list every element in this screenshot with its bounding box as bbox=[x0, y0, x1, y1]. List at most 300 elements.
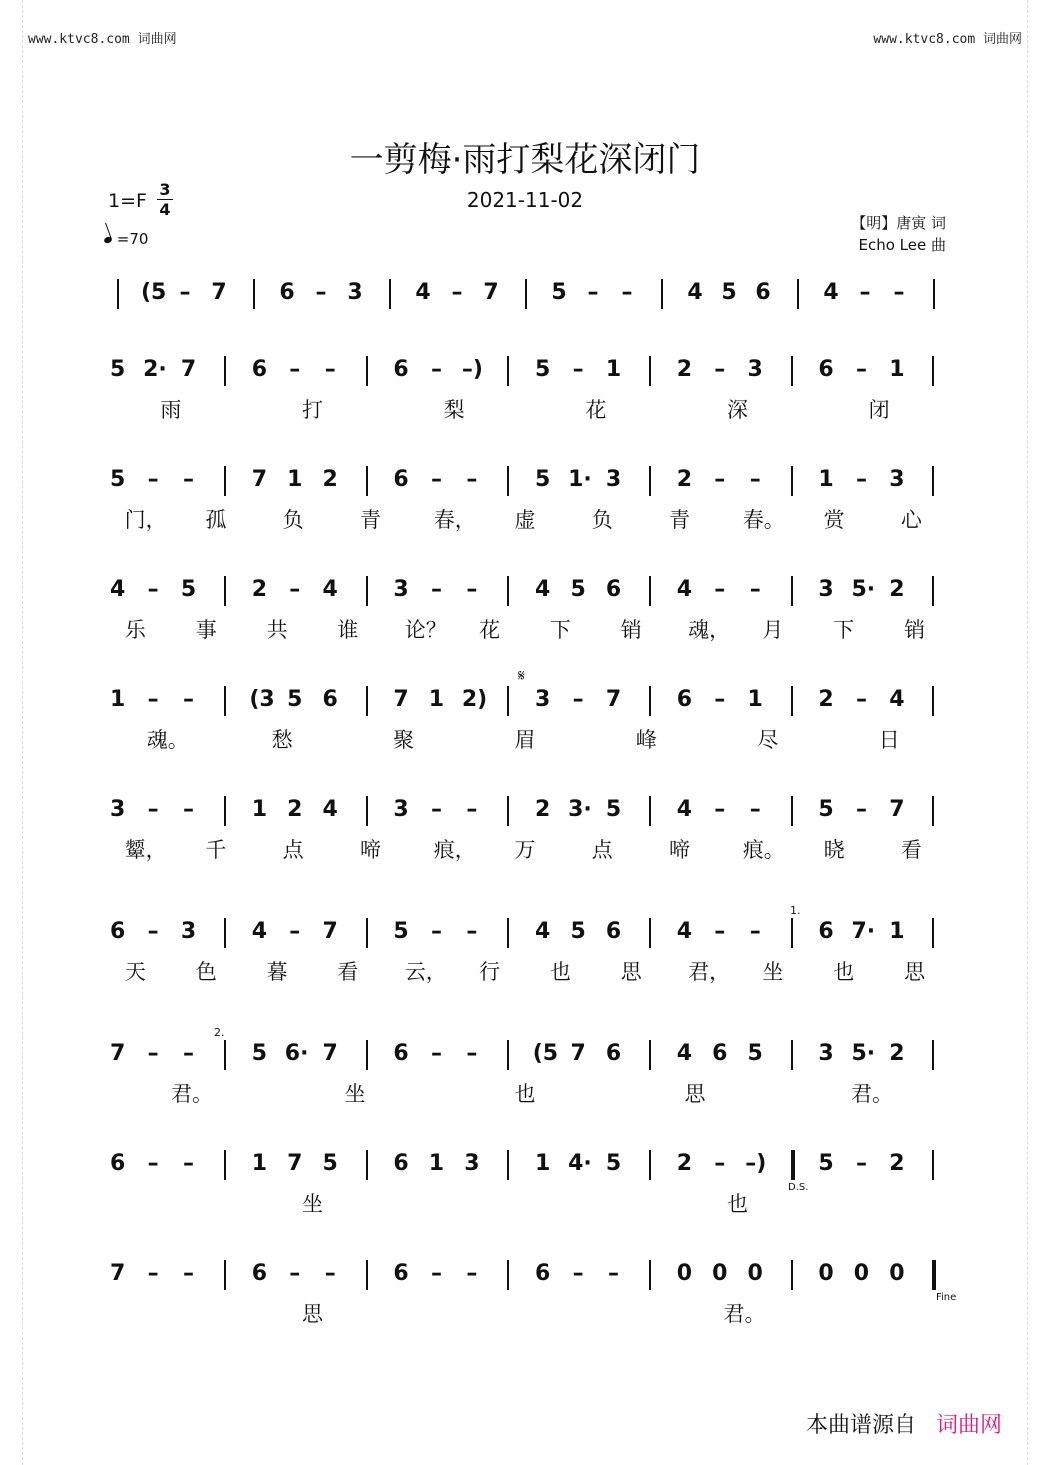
lyric-char: 色 bbox=[195, 960, 217, 984]
barline bbox=[224, 918, 226, 948]
note: (5 bbox=[141, 280, 167, 305]
note: – bbox=[183, 687, 195, 712]
note: 1 bbox=[251, 1151, 268, 1176]
time-signature-bottom: 4 bbox=[159, 200, 171, 219]
note-row bbox=[0, 1261, 1050, 1291]
note: 0 bbox=[889, 1261, 905, 1286]
lyric-char: 眉 bbox=[514, 728, 536, 752]
note: – bbox=[430, 1041, 442, 1066]
note: – bbox=[289, 577, 301, 602]
barline bbox=[791, 576, 793, 606]
note: 5 bbox=[535, 357, 551, 382]
note: 5· bbox=[851, 577, 876, 602]
note: – bbox=[324, 1261, 336, 1286]
barline bbox=[366, 918, 368, 948]
note: 0 bbox=[712, 1261, 728, 1286]
note-row bbox=[0, 687, 1050, 717]
barline bbox=[366, 1040, 368, 1070]
lyric-char: 雨 bbox=[160, 398, 182, 422]
barline bbox=[649, 686, 651, 716]
barline bbox=[366, 356, 368, 386]
note: 1 bbox=[287, 467, 303, 492]
note: – bbox=[855, 797, 867, 822]
note: 0 bbox=[853, 1261, 870, 1286]
note: 7 bbox=[322, 1041, 338, 1066]
note: – bbox=[749, 797, 761, 822]
note: 5· bbox=[851, 1041, 876, 1066]
barline bbox=[649, 466, 651, 496]
score-line bbox=[0, 1151, 1050, 1241]
lyric-char: 行 bbox=[479, 960, 501, 984]
barline bbox=[932, 918, 934, 948]
note: 6 bbox=[322, 687, 338, 712]
lyric-char: 啼 bbox=[669, 838, 691, 862]
note: – bbox=[183, 1151, 195, 1176]
note: – bbox=[572, 687, 584, 712]
barline bbox=[224, 1040, 226, 1070]
score-line bbox=[0, 687, 1050, 777]
fine-marking: Fine bbox=[936, 1292, 957, 1303]
note: 1 bbox=[889, 919, 905, 944]
note: 6 bbox=[393, 467, 409, 492]
lyric-char: 君。 bbox=[851, 1082, 893, 1106]
barline bbox=[224, 686, 226, 716]
note: 7 bbox=[570, 1041, 586, 1066]
segno-sign: 𝄋 bbox=[518, 666, 525, 685]
note: 3 bbox=[464, 1151, 480, 1176]
score-line bbox=[0, 577, 1050, 667]
barline bbox=[507, 796, 509, 826]
lyric-char: 点 bbox=[282, 838, 304, 862]
note: 4 bbox=[823, 280, 839, 305]
note: (3 bbox=[249, 687, 275, 712]
barline bbox=[366, 576, 368, 606]
note: 4 bbox=[535, 577, 551, 602]
note: – bbox=[855, 467, 867, 492]
note: 7 bbox=[483, 280, 499, 305]
barline bbox=[366, 1150, 368, 1180]
note: 2· bbox=[143, 357, 167, 382]
lyric-char: 日 bbox=[878, 728, 900, 752]
note: – bbox=[430, 467, 442, 492]
lyric-char: 事 bbox=[195, 618, 217, 642]
note-row bbox=[0, 797, 1050, 827]
tempo-marking bbox=[104, 230, 148, 248]
note: – bbox=[430, 1261, 442, 1286]
note: 1 bbox=[818, 467, 834, 492]
note: 5 bbox=[393, 919, 409, 944]
lyric-char: 万 bbox=[514, 838, 536, 862]
note-row bbox=[0, 1151, 1050, 1181]
barline bbox=[649, 1040, 651, 1070]
note: 1 bbox=[251, 797, 268, 822]
note: 7 bbox=[605, 687, 622, 712]
barline bbox=[791, 356, 793, 386]
note: 7· bbox=[851, 919, 876, 944]
note: – bbox=[714, 357, 726, 382]
note: 1 bbox=[747, 687, 763, 712]
song-title: 一剪梅·雨打梨花深闭门 bbox=[349, 140, 701, 180]
note: – bbox=[749, 919, 761, 944]
lyric-char: 尽 bbox=[757, 728, 779, 752]
note: – bbox=[855, 687, 867, 712]
note: 4 bbox=[676, 919, 693, 944]
note: 2 bbox=[889, 1041, 905, 1066]
note: 4 bbox=[676, 797, 693, 822]
note: 7 bbox=[211, 280, 227, 305]
note: – bbox=[608, 1261, 620, 1286]
note: 5 bbox=[110, 467, 126, 492]
note: – bbox=[749, 577, 761, 602]
note: 6 bbox=[605, 1041, 622, 1066]
barline bbox=[117, 279, 119, 309]
score-line bbox=[0, 1041, 1050, 1131]
note: 2) bbox=[461, 687, 488, 712]
note: 3 bbox=[110, 797, 126, 822]
note: 6 bbox=[110, 1151, 126, 1176]
lyric-char: 下 bbox=[833, 618, 855, 642]
note: 2 bbox=[676, 357, 693, 382]
lyric-char: 坐 bbox=[302, 1192, 323, 1216]
note: 4 bbox=[322, 577, 338, 602]
ds-marking: D.S. bbox=[788, 1182, 809, 1193]
barline bbox=[932, 796, 934, 826]
barline bbox=[661, 279, 663, 309]
lyric-char: 云， bbox=[404, 960, 447, 984]
note: – bbox=[451, 280, 463, 305]
note: 3 bbox=[347, 280, 363, 305]
lyric-char: 魂。 bbox=[146, 728, 189, 752]
note: – bbox=[714, 577, 726, 602]
score-line bbox=[0, 1261, 1050, 1351]
note: – bbox=[179, 280, 191, 305]
note: 2 bbox=[889, 1151, 905, 1176]
note: 3 bbox=[393, 577, 409, 602]
barline bbox=[649, 1260, 651, 1290]
note: – bbox=[855, 1151, 867, 1176]
note: 6 bbox=[251, 357, 268, 382]
lyric-char: 下 bbox=[549, 618, 571, 642]
note: 3 bbox=[747, 357, 763, 382]
note: 5 bbox=[251, 1041, 268, 1066]
score-line bbox=[0, 467, 1050, 557]
barline bbox=[932, 686, 934, 716]
note: (5 bbox=[532, 1041, 559, 1066]
lyric-char: 痕， bbox=[433, 838, 476, 862]
lyric-char: 也 bbox=[514, 1082, 536, 1106]
lyric-char: 打 bbox=[302, 398, 323, 422]
note: 6 bbox=[755, 280, 771, 305]
note: 6 bbox=[818, 919, 834, 944]
note: – bbox=[466, 919, 478, 944]
volta-1-label: 1. bbox=[790, 904, 801, 917]
note: – bbox=[466, 577, 478, 602]
watermark-right: www.ktvc8.com 词曲网 bbox=[873, 32, 1022, 47]
note: 7 bbox=[110, 1041, 126, 1066]
note: 0 bbox=[747, 1261, 763, 1286]
note: – bbox=[466, 797, 478, 822]
note: – bbox=[621, 280, 633, 305]
lyric-char: 峰 bbox=[635, 728, 657, 752]
barline bbox=[507, 466, 509, 496]
note: 2 bbox=[535, 797, 551, 822]
note: 5 bbox=[570, 577, 586, 602]
note: 1 bbox=[889, 357, 905, 382]
note: 0 bbox=[676, 1261, 693, 1286]
note: – bbox=[147, 1041, 159, 1066]
note: – bbox=[147, 1151, 159, 1176]
note: 2 bbox=[818, 687, 834, 712]
note: 6 bbox=[393, 357, 409, 382]
barline bbox=[525, 279, 527, 309]
note: 7 bbox=[287, 1151, 303, 1176]
lyric-char: 心 bbox=[900, 508, 922, 532]
note-row bbox=[0, 357, 1050, 387]
note: –) bbox=[745, 1151, 767, 1176]
note: 5 bbox=[180, 577, 197, 602]
lyric-char: 青 bbox=[359, 508, 381, 532]
note: – bbox=[324, 357, 336, 382]
note: 3 bbox=[818, 577, 834, 602]
lyric-char: 也 bbox=[727, 1192, 748, 1216]
barline bbox=[366, 686, 368, 716]
note: – bbox=[430, 919, 442, 944]
note: 4· bbox=[568, 1151, 592, 1176]
lyric-char: 君， bbox=[688, 960, 731, 984]
lyric-char: 销 bbox=[620, 618, 642, 642]
note: – bbox=[714, 467, 726, 492]
note: 0 bbox=[818, 1261, 834, 1286]
note: – bbox=[859, 280, 871, 305]
note: 7 bbox=[393, 687, 409, 712]
barline bbox=[224, 1150, 226, 1180]
composer-credit: Echo Lee 曲 bbox=[858, 236, 946, 254]
barline bbox=[366, 466, 368, 496]
barline bbox=[791, 918, 793, 948]
note: 6 bbox=[676, 687, 693, 712]
barline bbox=[932, 466, 934, 496]
note: – bbox=[147, 797, 159, 822]
note: 6· bbox=[284, 1041, 309, 1066]
lyric-char: 深 bbox=[727, 398, 748, 422]
note: – bbox=[183, 467, 195, 492]
barline bbox=[932, 576, 934, 606]
barline bbox=[649, 356, 651, 386]
lyric-char: 负 bbox=[282, 508, 304, 532]
note: 5 bbox=[721, 280, 737, 305]
note: 6 bbox=[712, 1041, 728, 1066]
score-line bbox=[0, 357, 1050, 447]
lyric-char: 花 bbox=[585, 398, 607, 422]
lyric-char: 也 bbox=[833, 960, 855, 984]
note-row bbox=[0, 919, 1050, 949]
note: 6 bbox=[605, 919, 622, 944]
note: 4 bbox=[676, 577, 693, 602]
note: 6 bbox=[110, 919, 126, 944]
note: 1· bbox=[568, 467, 592, 492]
barline bbox=[649, 796, 651, 826]
note: 6 bbox=[393, 1041, 409, 1066]
note: 4 bbox=[889, 687, 905, 712]
barline bbox=[649, 1150, 651, 1180]
barline bbox=[932, 1040, 934, 1070]
note: 3 bbox=[393, 797, 409, 822]
barline bbox=[507, 1150, 509, 1180]
key-signature: 1=F bbox=[108, 190, 147, 212]
note: – bbox=[289, 1261, 301, 1286]
lyric-char: 思 bbox=[904, 960, 926, 984]
note: – bbox=[315, 280, 327, 305]
note-row bbox=[0, 577, 1050, 607]
note: 6 bbox=[605, 577, 622, 602]
note: – bbox=[466, 467, 478, 492]
barline bbox=[932, 356, 934, 386]
lyric-char: 看 bbox=[337, 960, 359, 984]
note: 7 bbox=[251, 467, 268, 492]
note: – bbox=[147, 577, 159, 602]
note: – bbox=[147, 919, 159, 944]
note: 3 bbox=[180, 919, 197, 944]
note: 4 bbox=[322, 797, 338, 822]
note: 5 bbox=[570, 919, 586, 944]
note: – bbox=[147, 467, 159, 492]
footer-source-text: 本曲谱源自 bbox=[805, 1413, 916, 1438]
lyric-char: 孤 bbox=[205, 508, 227, 532]
barline bbox=[791, 1040, 793, 1070]
barline bbox=[366, 796, 368, 826]
tempo-value: =70 bbox=[116, 230, 149, 248]
note: 4 bbox=[535, 919, 551, 944]
lyric-char: 千 bbox=[205, 838, 227, 862]
lyric-char: 天 bbox=[124, 960, 146, 984]
time-signature-top: 3 bbox=[159, 180, 171, 199]
note: 3 bbox=[818, 1041, 834, 1066]
barline bbox=[507, 918, 509, 948]
note: 6 bbox=[535, 1261, 551, 1286]
barline bbox=[507, 1260, 509, 1290]
note: 5 bbox=[287, 687, 303, 712]
lyric-char: 点 bbox=[591, 838, 613, 862]
note: – bbox=[714, 797, 726, 822]
note: 6 bbox=[393, 1151, 409, 1176]
note: 7 bbox=[180, 357, 197, 382]
note: 5 bbox=[322, 1151, 338, 1176]
barline bbox=[649, 576, 651, 606]
lyric-char: 坐 bbox=[762, 960, 784, 984]
note: 7 bbox=[889, 797, 905, 822]
lyric-char: 共 bbox=[266, 618, 288, 642]
note: 1 bbox=[428, 1151, 445, 1176]
note: 1 bbox=[605, 357, 622, 382]
note: – bbox=[714, 687, 726, 712]
note: 1 bbox=[110, 687, 126, 712]
note: 2 bbox=[889, 577, 905, 602]
note: 5 bbox=[551, 280, 567, 305]
note: 7 bbox=[322, 919, 338, 944]
lyric-char: 梨 bbox=[443, 398, 465, 422]
note: – bbox=[183, 1261, 195, 1286]
lyric-char: 痕。 bbox=[742, 838, 785, 862]
barline bbox=[366, 1260, 368, 1290]
barline bbox=[507, 1040, 509, 1070]
lyric-char: 春， bbox=[433, 508, 476, 532]
note: – bbox=[289, 357, 301, 382]
footer-source bbox=[806, 1408, 1002, 1439]
note: 3 bbox=[605, 467, 622, 492]
score-line bbox=[0, 919, 1050, 1009]
note: 2 bbox=[676, 1151, 693, 1176]
note: 3· bbox=[568, 797, 592, 822]
note: – bbox=[587, 280, 599, 305]
note: 2 bbox=[676, 467, 693, 492]
note: 2 bbox=[287, 797, 303, 822]
lyric-char: 看 bbox=[900, 838, 922, 862]
note: 5 bbox=[747, 1041, 763, 1066]
volta-2-label: 2. bbox=[214, 1026, 225, 1039]
note: 1 bbox=[535, 1151, 551, 1176]
note: – bbox=[289, 919, 301, 944]
lyric-char: 愁 bbox=[271, 728, 293, 752]
barline bbox=[791, 686, 793, 716]
note: 3 bbox=[535, 687, 551, 712]
note: 5 bbox=[818, 1151, 834, 1176]
barline bbox=[224, 1260, 226, 1290]
note: – bbox=[855, 357, 867, 382]
lyric-char: 颦， bbox=[124, 838, 167, 862]
note: – bbox=[430, 797, 442, 822]
note-row bbox=[0, 1041, 1050, 1071]
note: 1 bbox=[428, 687, 445, 712]
lyricist-credit: 【明】唐寅 词 bbox=[851, 214, 946, 232]
note: – bbox=[183, 1041, 195, 1066]
lyric-char: 啼 bbox=[359, 838, 381, 862]
footer-brand: 词曲网 bbox=[935, 1413, 1002, 1438]
watermark-left: www.ktvc8.com 词曲网 bbox=[28, 32, 177, 47]
note: – bbox=[147, 1261, 159, 1286]
lyric-char: 晓 bbox=[823, 838, 845, 862]
lyric-char: 谁 bbox=[337, 618, 359, 642]
note: – bbox=[749, 467, 761, 492]
score-line bbox=[0, 797, 1050, 887]
note: – bbox=[466, 1041, 478, 1066]
barline bbox=[253, 279, 255, 309]
barline bbox=[791, 466, 793, 496]
note: – bbox=[183, 797, 195, 822]
note: – bbox=[714, 1151, 726, 1176]
note: 4 bbox=[251, 919, 268, 944]
lyric-char: 春。 bbox=[742, 508, 785, 532]
note: – bbox=[147, 687, 159, 712]
barline bbox=[224, 796, 226, 826]
barline bbox=[649, 918, 651, 948]
note: – bbox=[893, 280, 905, 305]
barline bbox=[791, 1150, 795, 1180]
lyric-char: 青 bbox=[669, 508, 691, 532]
note: – bbox=[430, 357, 442, 382]
lyric-char: 君。 bbox=[723, 1302, 766, 1326]
barline bbox=[507, 686, 509, 716]
barline bbox=[932, 1150, 934, 1180]
lyric-char: 花 bbox=[479, 618, 501, 642]
lyric-char: 君。 bbox=[171, 1082, 213, 1106]
lyric-char: 思 bbox=[302, 1302, 323, 1326]
lyric-char: 论？ bbox=[404, 618, 447, 642]
barline bbox=[507, 356, 509, 386]
note: 4 bbox=[415, 280, 431, 305]
barline bbox=[224, 576, 226, 606]
note: 4 bbox=[110, 577, 126, 602]
note: – bbox=[714, 919, 726, 944]
